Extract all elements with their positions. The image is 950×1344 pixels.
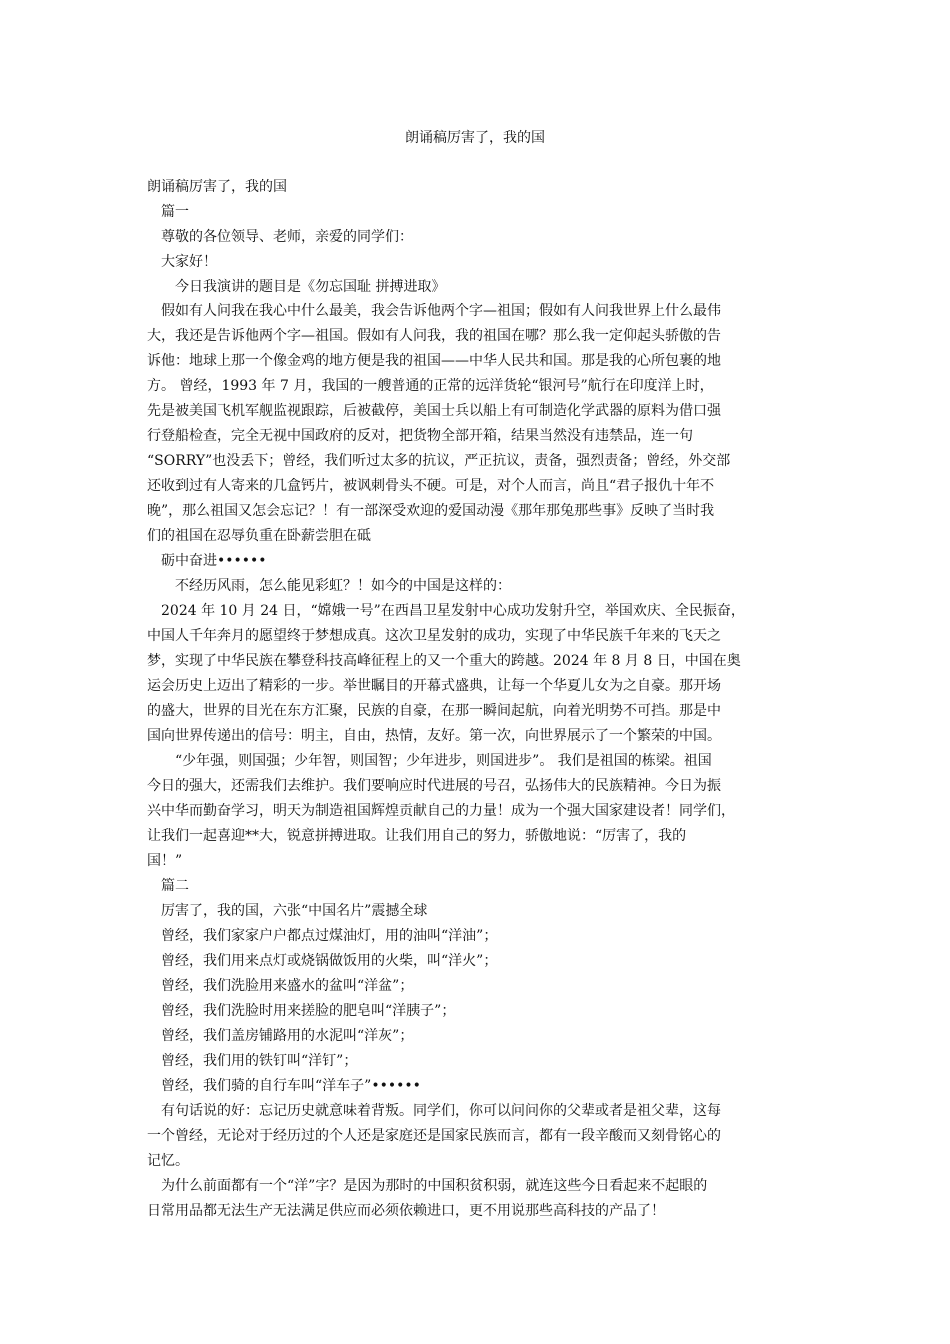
paragraph-line: 国向世界传递出的信号：明主，自由，热情，友好。第一次，向世界展示了一个繁荣的中国。 xyxy=(147,728,721,744)
section-label-2: 篇二 xyxy=(161,878,189,894)
paragraph-line: 们的祖国在忍辱负重在卧薪尝胆在砥 xyxy=(147,528,371,544)
paragraph-line: 诉他：地球上那一个像金鸡的地方便是我的祖国——中华人民共和国。那是我的心所包裹的地 xyxy=(147,353,721,369)
paragraph-line: 晚”，那么祖国又怎会忘记？！有一部深受欢迎的爱国动漫《那年那兔那些事》反映了当时我 xyxy=(147,503,715,519)
greeting-line: 大家好！ xyxy=(161,254,217,270)
paragraph-line: 砺中奋进•••••• xyxy=(161,553,267,569)
paragraph-line: 中国人千年奔月的愿望终于梦想成真。这次卫星发射的成功，实现了中华民族千年来的飞天之 xyxy=(147,628,721,644)
paragraph-line: 运会历史上迈出了精彩的一步。举世瞩目的开幕式盛典，让每一个华夏儿女为之自豪。那开场 xyxy=(147,678,721,694)
paragraph-line: “少年强，则国强；少年智，则国智；少年进步，则国进步”。 我们是祖国的栋梁。祖国 xyxy=(175,753,712,769)
list-item: 曾经，我们骑的自行车叫“洋车子”•••••• xyxy=(161,1078,421,1094)
heading-line: 朗诵稿厉害了，我的国 xyxy=(147,179,287,195)
paragraph-line: 方。 曾经，1993 年 7 月，我国的一艘普通的正常的远洋货轮“银河号”航行在印度洋上时， xyxy=(147,378,714,394)
list-item: 曾经，我们用的铁钉叫“洋钉”； xyxy=(161,1053,358,1069)
paragraph-line: 行登船检查，完全无视中国政府的反对，把货物全部开箱，结果当然没有违禁品，连一句 xyxy=(147,428,693,444)
speech-topic-line: 今日我演讲的题目是《勿忘国耻 拼搏进取》 xyxy=(175,279,446,295)
paragraph-line: 先是被美国飞机军舰监视跟踪，后被截停，美国士兵以船上有可制造化学武器的原料为借口强 xyxy=(147,403,721,419)
paragraph-line: 还收到过有人寄来的几盒钙片，被讽刺骨头不硬。可是，对个人而言，尚且“君子报仇十年不 xyxy=(147,478,715,494)
salutation-line: 尊敬的各位领导、老师，亲爱的同学们： xyxy=(161,229,413,245)
paragraph-line: 兴中华而勤奋学习，明天为制造祖国辉煌贡献自己的力量！成为一个强大国家建设者！同学们， xyxy=(147,803,735,819)
paragraph-line: 今日的强大，还需我们去维护。我们要响应时代进展的号召，弘扬伟大的民族精神。今日为振 xyxy=(147,778,721,794)
paragraph-line: 的盛大，世界的目光在东方汇聚，民族的自豪，在那一瞬间起航，向着光明势不可挡。那是中 xyxy=(147,703,721,719)
paragraph-line: 不经历风雨，怎么能见彩虹？！如今的中国是这样的： xyxy=(175,578,511,594)
paragraph-line: “SORRY”也没丢下；曾经，我们听过太多的抗议，严正抗议，责备，强烈责备；曾经，外交部 xyxy=(147,453,731,469)
paragraph-line: 有句话说的好：忘记历史就意味着背叛。同学们，你可以问问你的父辈或者是祖父辈，这每 xyxy=(161,1103,721,1119)
paragraph-line: 2024 年 10 月 24 日，“嫦娥一号”在西昌卫星发射中心成功发射升空，举国欢庆、全民振奋， xyxy=(161,603,745,619)
paragraph-line: 国！” xyxy=(147,853,183,869)
page-title: 朗诵稿厉害了，我的国 xyxy=(405,130,545,146)
paragraph-line: 为什么前面都有一个“洋”字？是因为那时的中国积贫积弱，就连这些今日看起来不起眼的 xyxy=(161,1178,708,1194)
list-item: 曾经，我们洗脸时用来搓脸的肥皂叫“洋胰子”； xyxy=(161,1003,456,1019)
paragraph-line: 日常用品都无法生产无法满足供应而必须依赖进口，更不用说那些高科技的产品了！ xyxy=(147,1203,665,1219)
paragraph-line: 一个曾经，无论对于经历过的个人还是家庭还是国家民族而言，都有一段辛酸而又刻骨铭心的 xyxy=(147,1128,721,1144)
list-item: 曾经，我们用来点灯或烧锅做饭用的火柴，叫“洋火”； xyxy=(161,953,498,969)
paragraph-line: 让我们一起喜迎**大，锐意拼搏进取。让我们用自己的努力，骄傲地说：“厉害了，我的 xyxy=(147,828,687,844)
list-item: 曾经，我们洗脸用来盛水的盆叫“洋盆”； xyxy=(161,978,414,994)
section-subtitle: 厉害了，我的国，六张“中国名片”震撼全球 xyxy=(161,903,428,919)
list-item: 曾经，我们盖房铺路用的水泥叫“洋灰”； xyxy=(161,1028,414,1044)
paragraph-line: 梦，实现了中华民族在攀登科技高峰征程上的又一个重大的跨越。2024 年 8 月 8 日，中国在奥 xyxy=(147,653,741,669)
section-label-1: 篇一 xyxy=(161,204,189,220)
paragraph-line: 假如有人问我在我心中什么最美，我会告诉他两个字—祖国；假如有人问我世界上什么最伟 xyxy=(161,303,721,319)
list-item: 曾经，我们家家户户都点过煤油灯，用的油叫“洋油”； xyxy=(161,928,498,944)
paragraph-line: 大，我还是告诉他两个字—祖国。假如有人问我，我的祖国在哪？那么我一定仰起头骄傲的告 xyxy=(147,328,721,344)
paragraph-line: 记忆。 xyxy=(147,1153,189,1169)
